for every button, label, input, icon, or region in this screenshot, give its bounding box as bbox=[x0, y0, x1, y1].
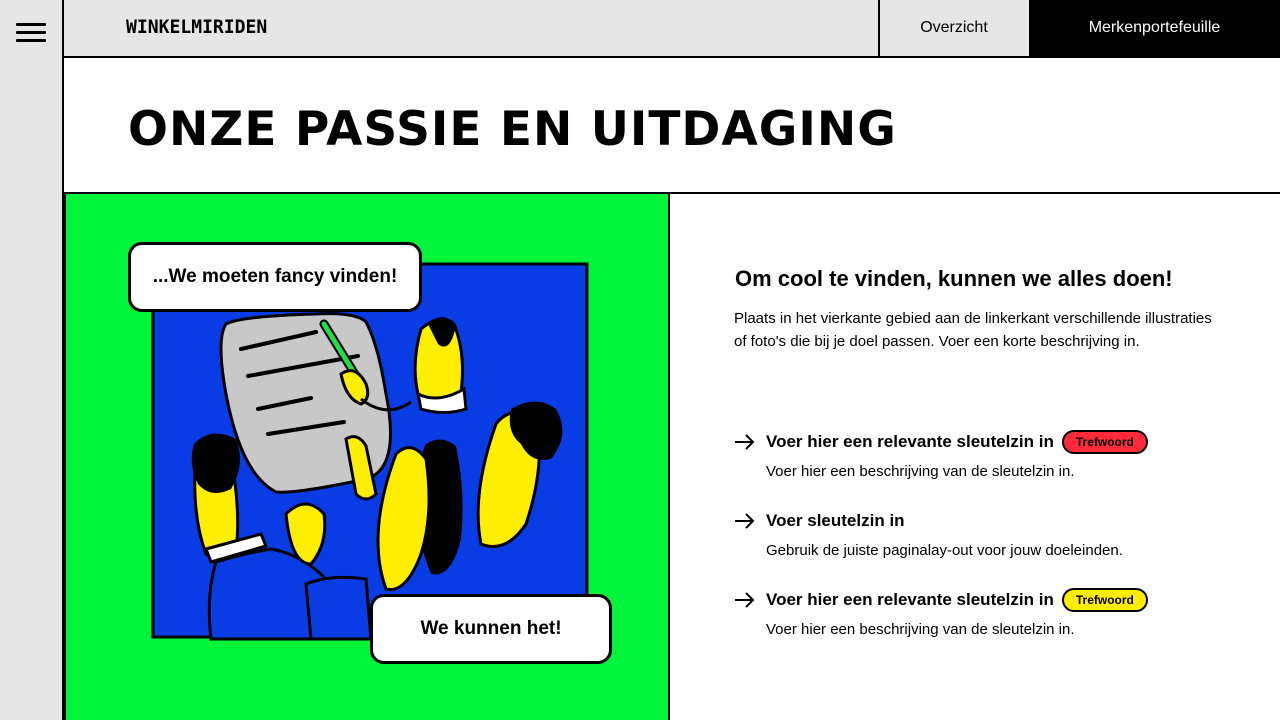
keyword-badge: Trefwoord bbox=[1062, 430, 1148, 454]
item-description: Voer hier een beschrijving van de sleutelzin in. bbox=[766, 463, 1075, 480]
content-panel bbox=[670, 194, 1280, 720]
item-title: Voer hier een relevante sleutelzin in bbox=[766, 590, 1054, 609]
brand-logo[interactable]: WINKELMIRIDEN bbox=[126, 16, 268, 38]
speech-bubble-bottom: We kunnen het! bbox=[370, 594, 612, 664]
page-title: ONZE PASSIE EN UITDAGING bbox=[128, 102, 897, 157]
arrow-right-icon bbox=[734, 592, 756, 608]
keyword-badge: Trefwoord bbox=[1062, 588, 1148, 612]
item-description: Gebruik de juiste paginalay-out voor jouw doeleinden. bbox=[766, 542, 1123, 559]
arrow-right-icon bbox=[734, 434, 756, 450]
nav-overzicht[interactable]: Overzicht bbox=[878, 0, 1028, 56]
list-item bbox=[734, 429, 1254, 480]
speech-bubble-top: ...We moeten fancy vinden! bbox=[128, 242, 422, 312]
left-rail bbox=[0, 0, 64, 720]
list-item bbox=[734, 587, 1254, 638]
item-title: Voer hier een relevante sleutelzin in bbox=[766, 432, 1054, 451]
item-description: Voer hier een beschrijving van de sleutelzin in. bbox=[766, 621, 1075, 638]
top-bar bbox=[64, 0, 1280, 58]
arrow-right-icon bbox=[734, 513, 756, 529]
intro-text: Plaats in het vierkante gebied aan de linkerkant verschillende illustraties of foto's die bij je doel passen. Voer een korte beschrijving in. bbox=[734, 310, 1212, 350]
item-title: Voer sleutelzin in bbox=[766, 511, 905, 530]
list-item bbox=[734, 508, 1254, 559]
nav-merkenportefeuille[interactable]: Merkenportefeuille bbox=[1029, 0, 1280, 56]
menu-icon[interactable] bbox=[14, 20, 48, 46]
title-band bbox=[64, 58, 1280, 194]
illustration-panel bbox=[64, 194, 670, 720]
section-subtitle: Om cool te vinden, kunnen we alles doen! bbox=[735, 266, 1173, 291]
